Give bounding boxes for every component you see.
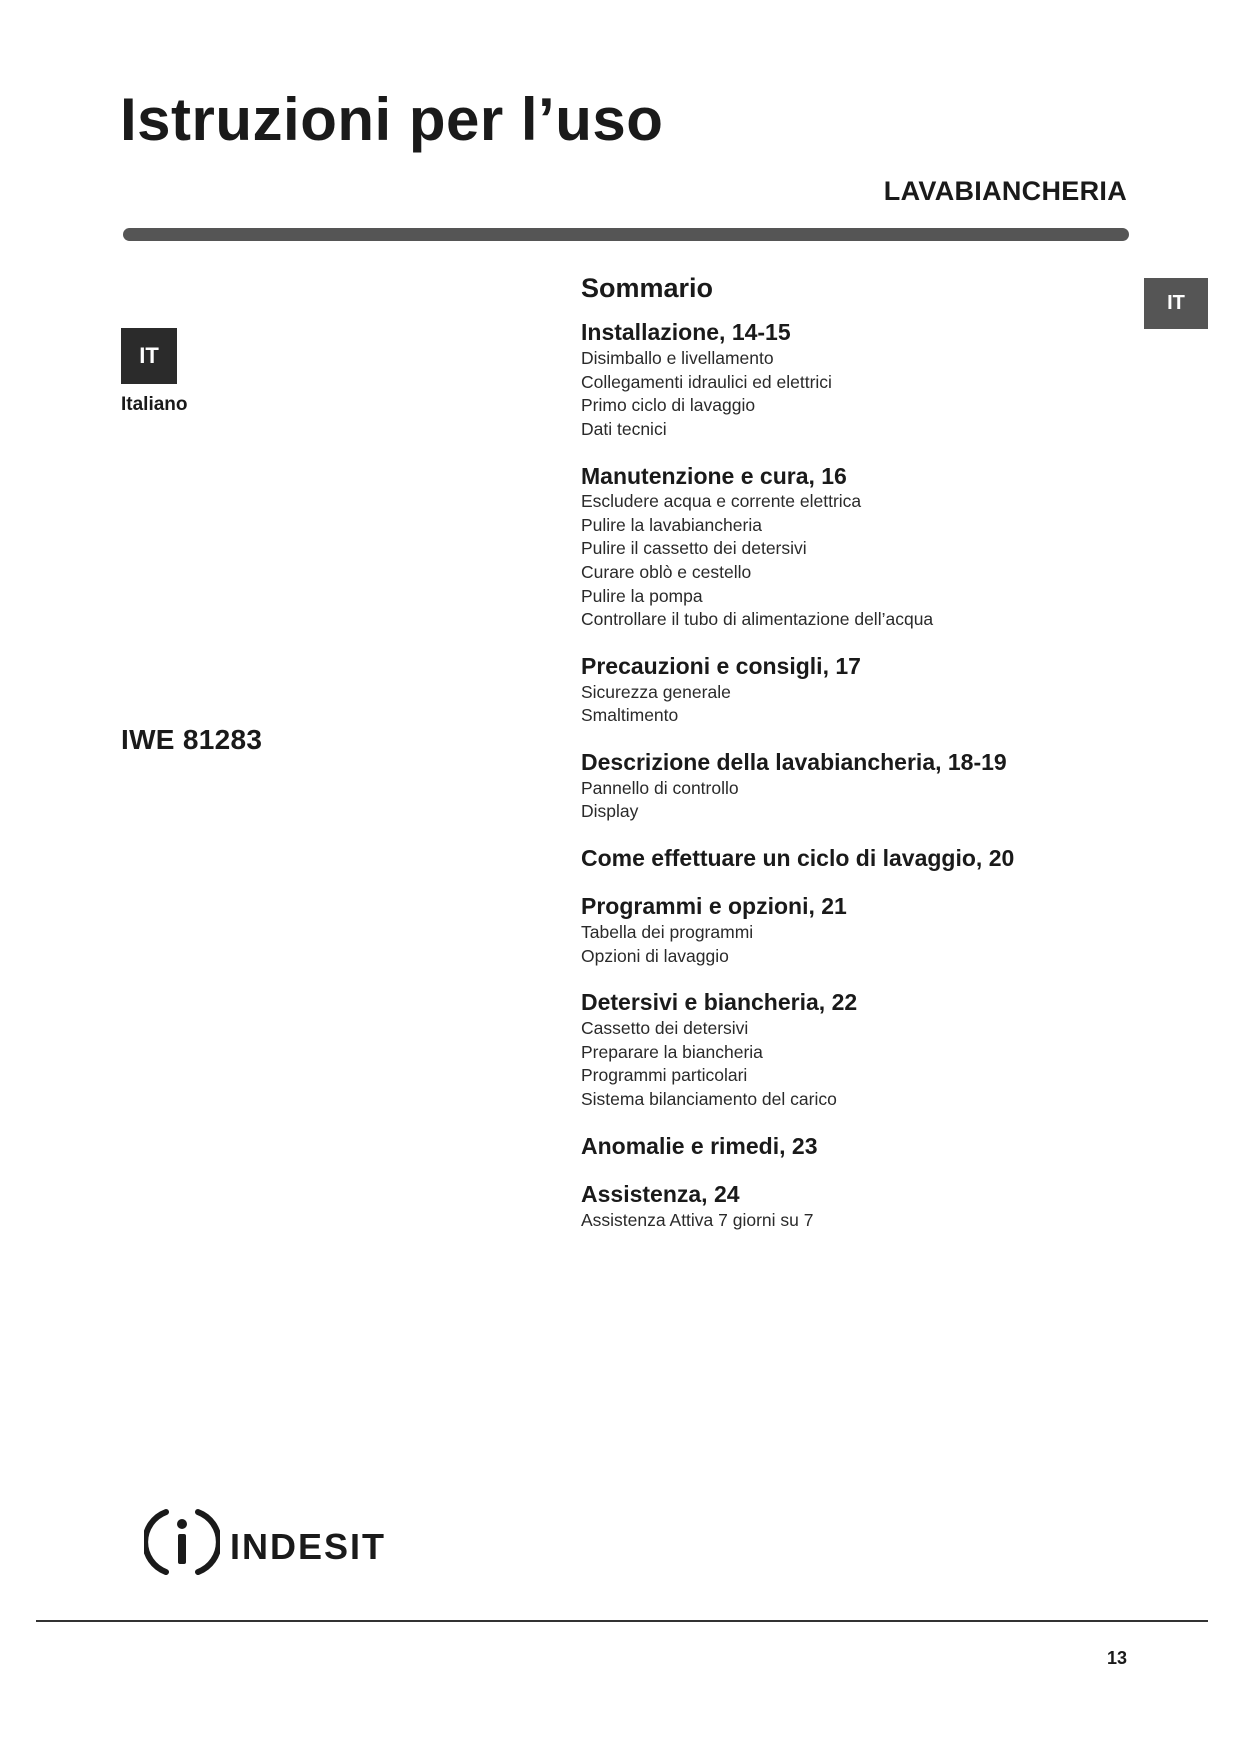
brand-name: indesit [230, 1513, 387, 1571]
toc-section [581, 652, 1141, 728]
toc-section [581, 1180, 1141, 1232]
footer-divider [36, 1620, 1208, 1622]
toc-section [581, 988, 1141, 1111]
toc-item: Controllare il tubo di alimentazione dell’acqua [581, 609, 934, 630]
toc-section-title: Manutenzione e cura, 16 [581, 462, 847, 489]
toc-item: Smaltimento [581, 705, 679, 726]
toc-heading: Sommario [581, 273, 714, 303]
toc-item: Dati tecnici [581, 418, 667, 439]
toc-item: Assistenza Attiva 7 giorni su 7 [581, 1210, 814, 1231]
toc-section-title: Installazione, 14-15 [581, 319, 791, 346]
toc-item: Display [581, 801, 639, 822]
table-of-contents [581, 272, 1141, 1253]
toc-item: Pulire la lavabiancheria [581, 514, 762, 535]
header-divider [123, 228, 1129, 241]
language-name: Italiano [121, 394, 188, 415]
toc-item: Disimballo e livellamento [581, 348, 774, 369]
toc-section [581, 748, 1141, 824]
toc-section [581, 318, 1141, 441]
toc-item: Tabella dei programmi [581, 922, 754, 943]
toc-section-title: Detersivi e biancheria, 22 [581, 989, 858, 1016]
toc-section-title: Precauzioni e consigli, 17 [581, 652, 861, 679]
toc-section-title: Assistenza, 24 [581, 1181, 740, 1208]
toc-section [581, 844, 1141, 873]
brand-logo [144, 1504, 386, 1580]
toc-section-title: Come effettuare un ciclo di lavaggio, 20 [581, 844, 1015, 871]
toc-item: Sicurezza generale [581, 681, 731, 702]
product-category: LAVABIANCHERIA [883, 176, 1127, 206]
toc-item: Pulire la pompa [581, 585, 703, 606]
toc-item: Preparare la biancheria [581, 1041, 763, 1062]
language-tab: IT [1144, 278, 1208, 329]
toc-section [581, 1132, 1141, 1161]
toc-item: Cassetto dei detersivi [581, 1018, 749, 1039]
page-title: Istruzioni per l’uso [120, 86, 664, 153]
model-number: IWE 81283 [121, 724, 263, 755]
toc-item: Pannello di controllo [581, 777, 739, 798]
toc-item: Sistema bilanciamento del carico [581, 1088, 837, 1109]
toc-section-title: Descrizione della lavabiancheria, 18-19 [581, 748, 1007, 775]
toc-item: Pulire il cassetto dei detersivi [581, 538, 807, 559]
toc-section [581, 892, 1141, 968]
language-badge: IT [121, 328, 177, 384]
toc-item: Primo ciclo di lavaggio [581, 395, 756, 416]
indesit-logo-icon [144, 1504, 220, 1580]
toc-item: Programmi particolari [581, 1065, 748, 1086]
toc-item: Escludere acqua e corrente elettrica [581, 491, 862, 512]
toc-item: Curare oblò e cestello [581, 562, 752, 583]
page-number: 13 [1106, 1648, 1127, 1668]
toc-section [581, 462, 1141, 632]
toc-item: Collegamenti idraulici ed elettrici [581, 371, 832, 392]
toc-section-title: Programmi e opzioni, 21 [581, 893, 847, 920]
toc-item: Opzioni di lavaggio [581, 945, 729, 966]
toc-sections [581, 318, 1141, 1232]
toc-section-title: Anomalie e rimedi, 23 [581, 1132, 818, 1159]
